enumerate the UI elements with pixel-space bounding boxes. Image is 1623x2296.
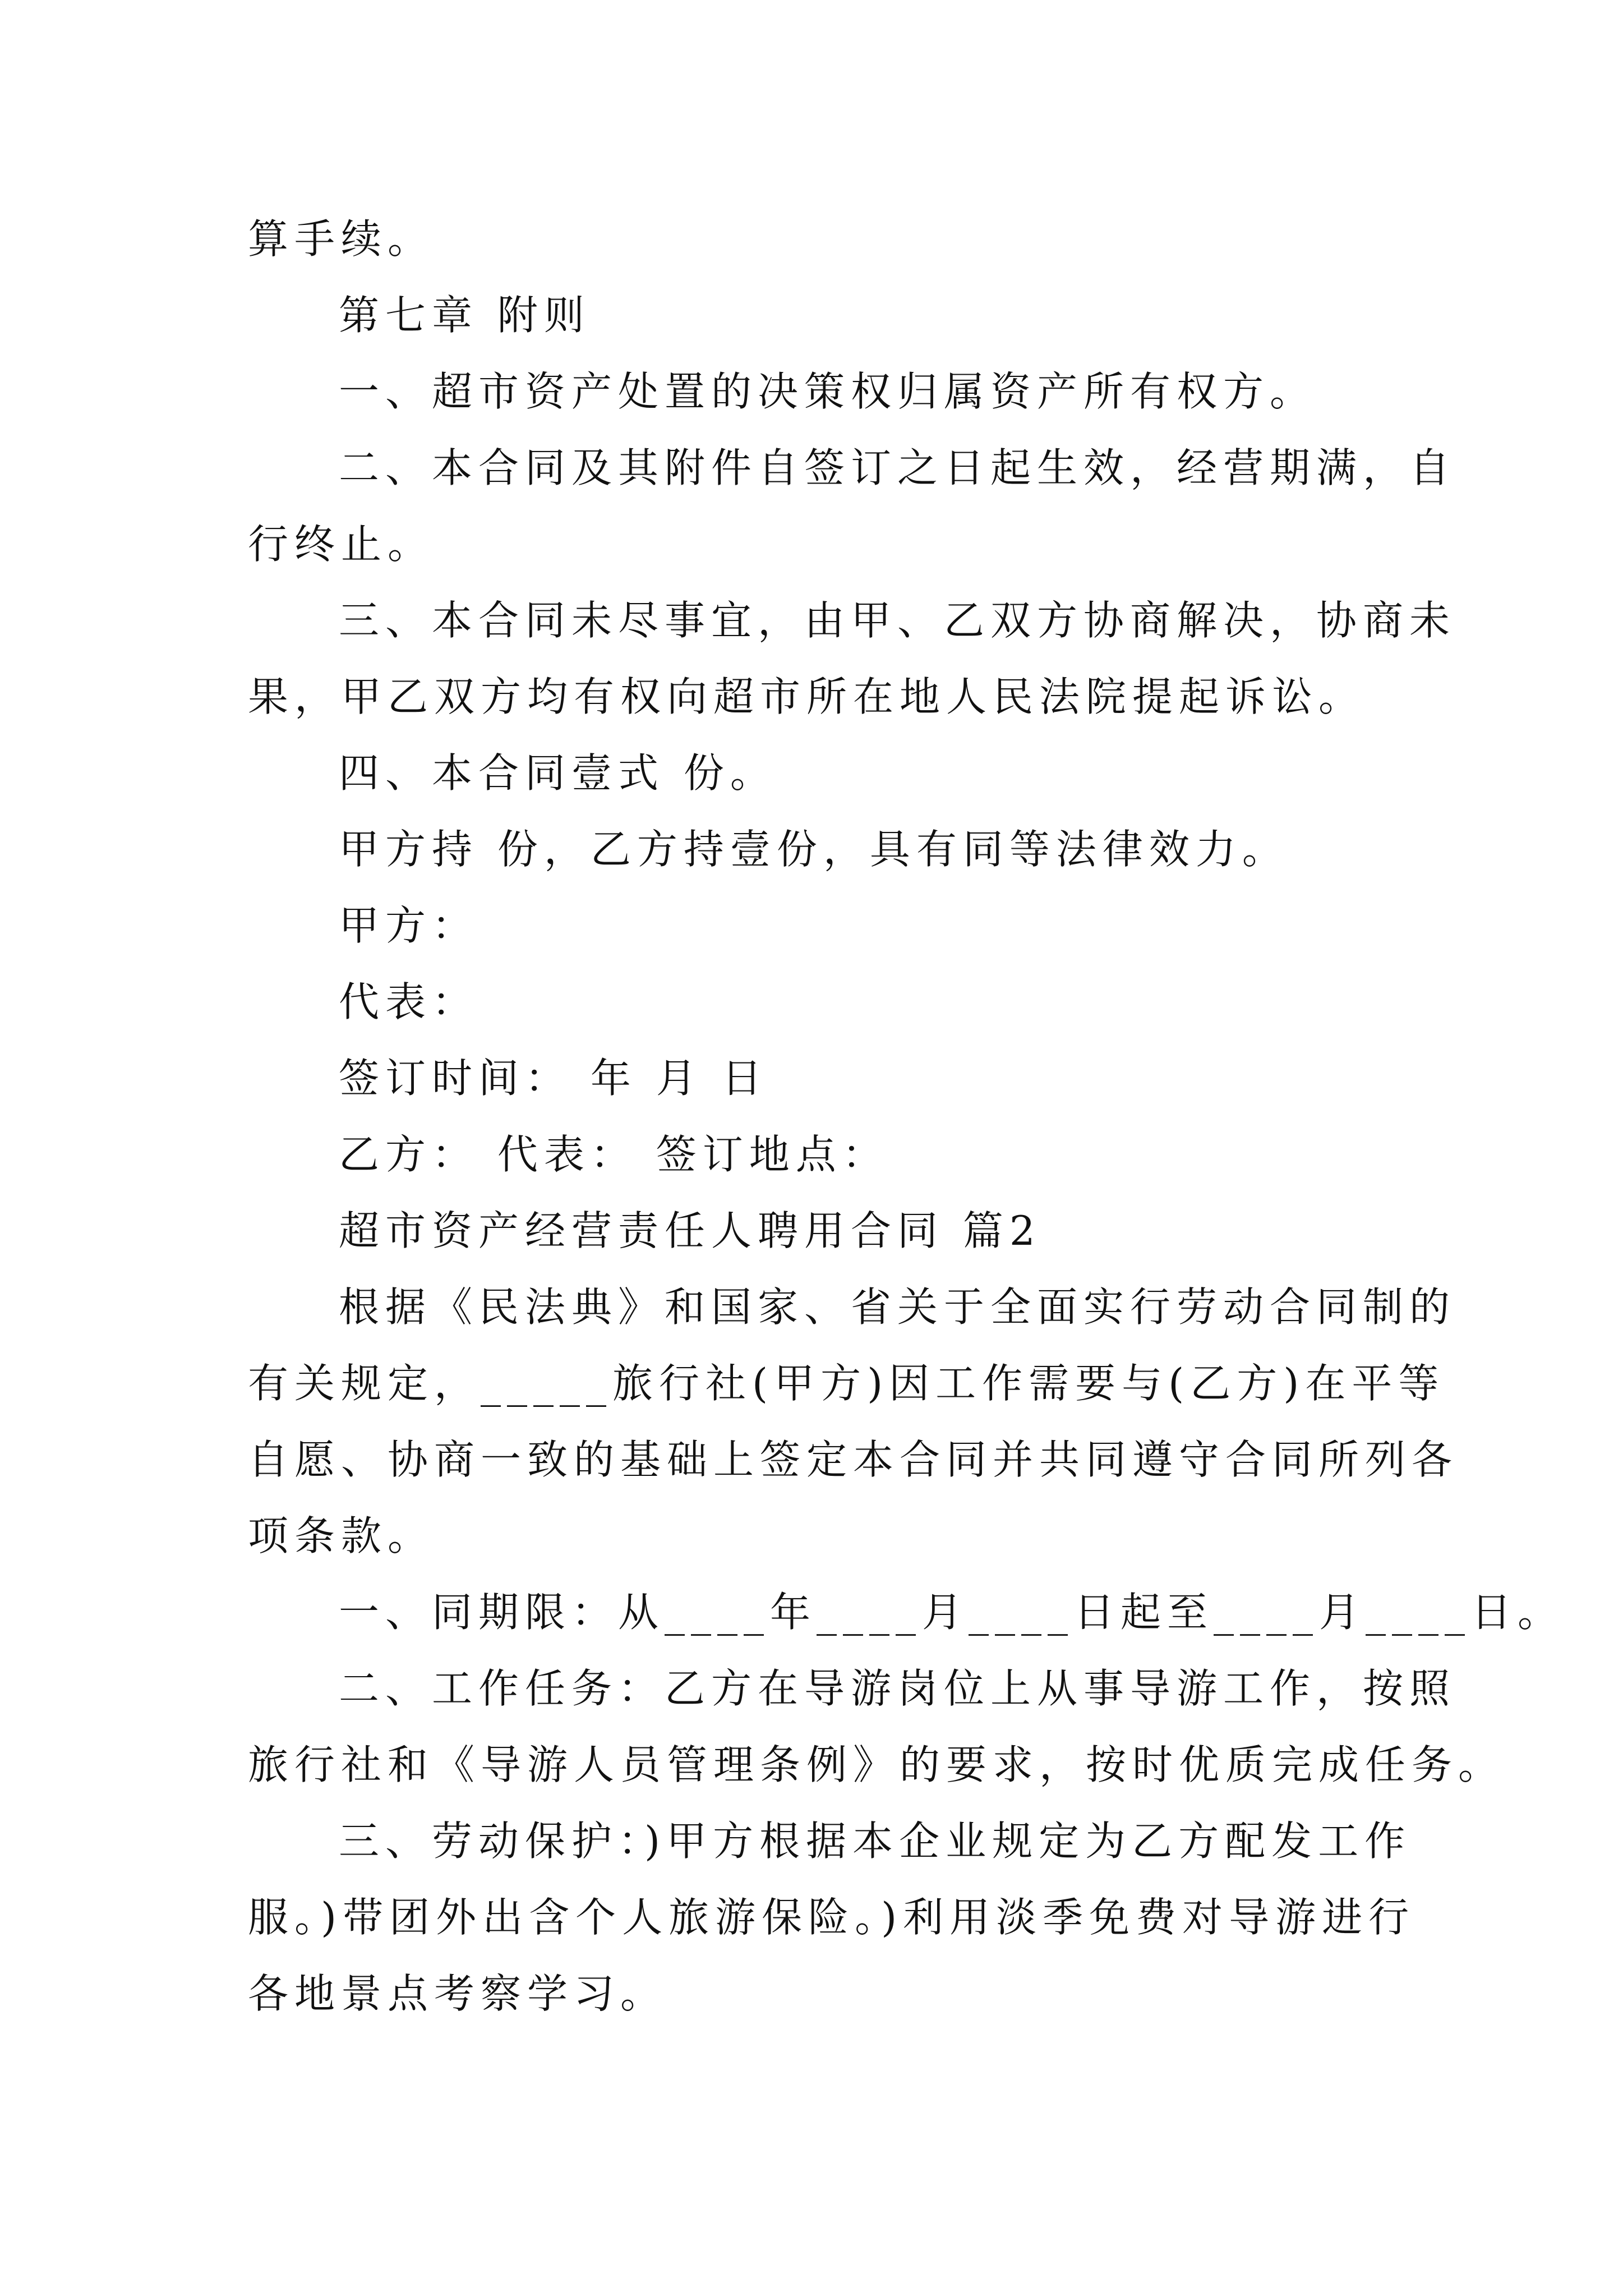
contract-title: 超市资产经营责任人聘用合同 篇2 [339,1207,1041,1254]
clause-2-line-2: 行终止。 [248,521,435,568]
clause-3-line-2: 果，甲乙双方均有权向超市所在地人民法院提起诉讼。 [248,673,1366,720]
term-clause: 一、同期限：从____年____月____日起至____月____日。 [339,1589,1565,1636]
clause-1: 一、超市资产处置的决策权归属资产所有权方。 [339,368,1317,415]
labor-protection-line-2: 服。)带团外出含个人旅游保险。)利用淡季免费对导游进行 [248,1894,1415,1941]
copies-text: 甲方持 份，乙方持壹份，具有同等法律效力。 [339,826,1289,873]
signing-date-label: 签订时间： 年 月 日 [339,1055,768,1102]
work-task-line-1: 二、工作任务：乙方在导游岗位上从事导游工作，按照 [339,1665,1456,1712]
clause-3-line-1: 三、本合同未尽事宜，由甲、乙双方协商解决，协商未 [339,597,1456,644]
party-b-signing-line: 乙方： 代表： 签订地点： [339,1131,889,1178]
work-task-line-2: 旅行社和《导游人员管理条例》的要求，按时优质完成任务。 [248,1741,1505,1788]
document-body [248,201,1565,2032]
preamble-line-2: 有关规定，_____旅行社(甲方)因工作需要与(乙方)在平等 [248,1360,1445,1407]
chapter-heading: 第七章 附则 [339,292,591,339]
labor-protection-line-1: 三、劳动保护：)甲方根据本企业规定为乙方配发工作 [339,1818,1412,1865]
party-a-label: 甲方： [339,902,479,949]
representative-label: 代表： [339,978,479,1025]
preamble-line-4: 项条款。 [248,1512,435,1559]
preamble-line-1: 根据《民法典》和国家、省关于全面实行劳动合同制的 [339,1283,1456,1331]
clause-4: 四、本合同壹式 份。 [339,749,777,797]
preamble-line-3: 自愿、协商一致的基础上签定本合同并共同遵守合同所列各 [248,1436,1459,1483]
labor-protection-line-3: 各地景点考察学习。 [248,1970,667,2017]
text-line-continuation: 算手续。 [248,215,435,263]
clause-2-line-1: 二、本合同及其附件自签订之日起生效，经营期满，自 [339,444,1456,491]
